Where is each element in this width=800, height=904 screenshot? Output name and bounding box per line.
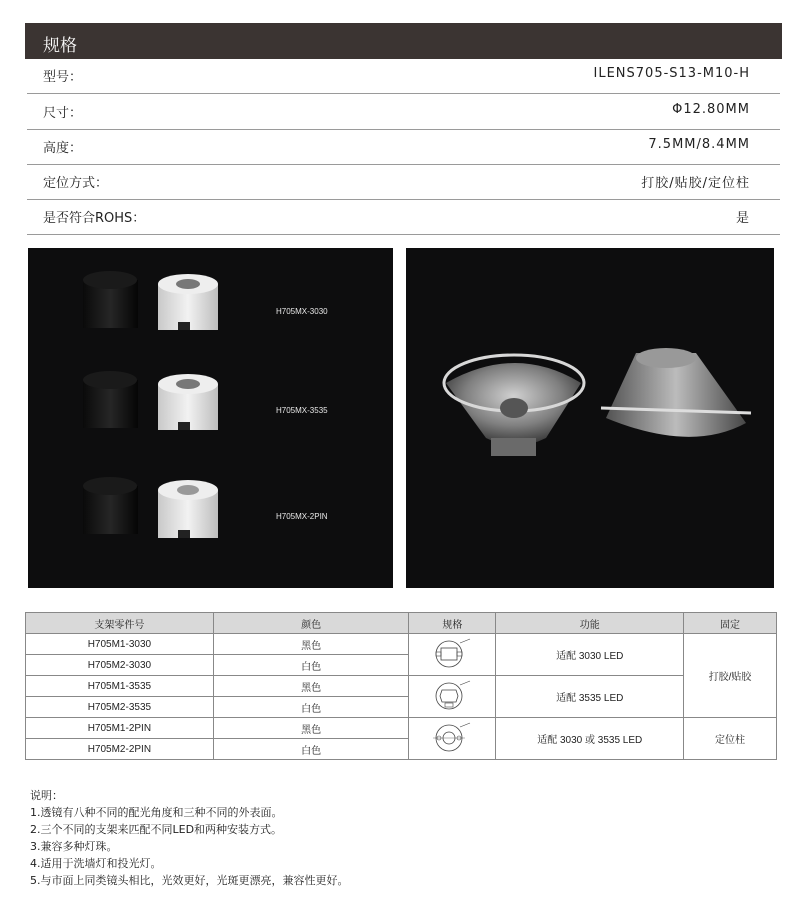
color-cell: 白色 bbox=[213, 739, 409, 760]
header-part-no: 支架零件号 bbox=[26, 613, 214, 634]
note-item: 2.三个不同的支架来匹配不同LED和两种安装方式。 bbox=[30, 823, 283, 836]
color-cell: 白色 bbox=[213, 655, 409, 676]
note-item: 3.兼容多种灯珠。 bbox=[30, 840, 118, 853]
white-holder-3030 bbox=[158, 274, 218, 330]
notes-title: 说明： bbox=[30, 789, 63, 802]
fixing-cell: 定位柱 bbox=[684, 718, 777, 760]
spec-row-model bbox=[27, 60, 780, 94]
spec-row-mounting bbox=[27, 166, 780, 200]
spec-value: Φ12.80MM bbox=[672, 102, 750, 117]
spec-value: 是 bbox=[735, 211, 750, 226]
header-color: 颜色 bbox=[213, 613, 409, 634]
holders-photo bbox=[28, 248, 393, 588]
drawing-icon bbox=[427, 636, 477, 670]
lenses-photo bbox=[406, 248, 774, 588]
section-header bbox=[25, 23, 782, 59]
table-header-row bbox=[26, 613, 777, 634]
spec-row-height bbox=[27, 131, 780, 165]
spec-row-rohs bbox=[27, 201, 780, 235]
part-no-cell: H705M1-3535 bbox=[26, 676, 214, 697]
table-row bbox=[26, 676, 777, 697]
color-cell: 白色 bbox=[213, 697, 409, 718]
note-item: 4.适用于洗墙灯和投光灯。 bbox=[30, 857, 162, 870]
color-cell: 黑色 bbox=[213, 676, 409, 697]
spec-key: 是否符合ROHS： bbox=[43, 211, 146, 226]
holder-label: H705MX-3535 bbox=[276, 406, 328, 415]
spec-key: 定位方式： bbox=[43, 176, 109, 191]
part-no-cell: H705M2-2PIN bbox=[26, 739, 214, 760]
section-title: 规格 bbox=[43, 36, 77, 56]
spec-key: 高度： bbox=[43, 141, 83, 156]
spec-drawing-2pin bbox=[409, 718, 496, 760]
black-holder-2pin bbox=[83, 477, 138, 534]
function-cell: 适配 3030 LED bbox=[496, 634, 684, 676]
note-item: 1.透镜有八种不同的配光角度和三种不同的外表面。 bbox=[30, 806, 283, 819]
table-row bbox=[26, 718, 777, 739]
white-holder-2pin bbox=[158, 480, 218, 538]
parts-table bbox=[25, 612, 777, 760]
part-no-cell: H705M2-3535 bbox=[26, 697, 214, 718]
header-fixing: 固定 bbox=[684, 613, 777, 634]
holder-label: H705MX-2PIN bbox=[276, 512, 328, 521]
spec-drawing-3535 bbox=[409, 676, 496, 718]
spec-value: 打胶/贴胶/定位柱 bbox=[641, 176, 750, 191]
color-cell: 黑色 bbox=[213, 634, 409, 655]
spec-row-size bbox=[27, 96, 780, 130]
part-no-cell: H705M2-3030 bbox=[26, 655, 214, 676]
spec-key: 型号： bbox=[43, 70, 83, 85]
drawing-icon bbox=[427, 678, 477, 712]
function-cell: 适配 3030 或 3535 LED bbox=[496, 718, 684, 760]
lenses-illustration bbox=[406, 248, 774, 588]
black-holder-3030 bbox=[83, 271, 138, 328]
note-item: 5.与市面上同类镜头相比，光效更好，光斑更漂亮，兼容性更好。 bbox=[30, 874, 349, 887]
spec-drawing-3030 bbox=[409, 634, 496, 676]
white-holder-3535 bbox=[158, 374, 218, 430]
spec-value: 7.5MM/8.4MM bbox=[648, 137, 750, 152]
holder-label: H705MX-3030 bbox=[276, 307, 328, 316]
black-holder-3535 bbox=[83, 371, 138, 428]
drawing-icon bbox=[427, 720, 477, 754]
part-no-cell: H705M1-3030 bbox=[26, 634, 214, 655]
header-function: 功能 bbox=[496, 613, 684, 634]
notes-section bbox=[30, 787, 349, 889]
fixing-cell: 打胶/贴胶 bbox=[684, 634, 777, 718]
spec-value: ILENS705-S13-M10-H bbox=[593, 66, 750, 81]
header-spec: 规格 bbox=[409, 613, 496, 634]
lens-front-view bbox=[444, 355, 584, 456]
part-no-cell: H705M1-2PIN bbox=[26, 718, 214, 739]
spec-key: 尺寸： bbox=[43, 106, 83, 121]
table-row bbox=[26, 634, 777, 655]
lens-side-view bbox=[601, 348, 751, 437]
function-cell: 适配 3535 LED bbox=[496, 676, 684, 718]
holders-illustration bbox=[28, 248, 393, 588]
color-cell: 黑色 bbox=[213, 718, 409, 739]
